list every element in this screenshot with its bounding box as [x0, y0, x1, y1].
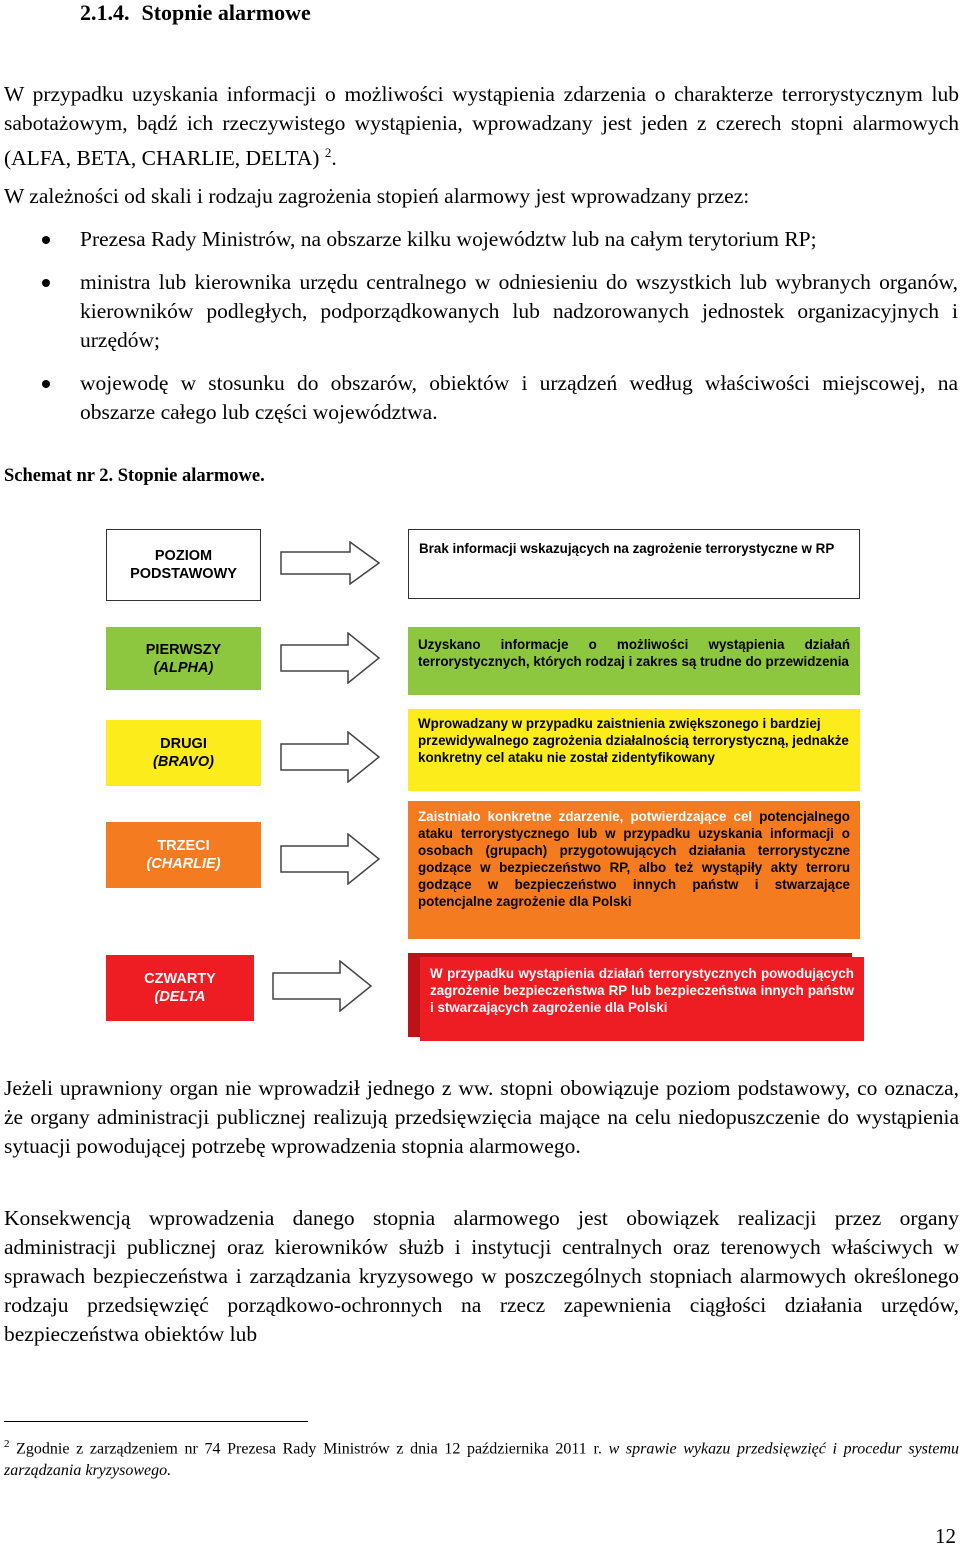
- level-charlie-code: (CHARLIE): [146, 856, 221, 872]
- list-item-text: ministra lub kierownika urzędu centralnego w odniesieniu do wszystkich lub wybranych organów, kierowników podległych, podporządkowanych lub nadzorowanych jednostek organizacyjnych i urzędów;: [80, 270, 958, 352]
- level-charlie-box: [106, 822, 261, 888]
- level-basic-desc: Brak informacji wskazujących na zagrożenie terrorystyczne w RP: [408, 529, 860, 599]
- level-charlie-desc-a: Zaistniało konkretne zdarzenie, potwierdzające cel: [418, 809, 760, 824]
- level-delta-name: CZWARTY: [144, 971, 216, 987]
- level-charlie-desc-b: potencjalnego ataku terrorystycznego lub w przypadku uzyskania informacji o osobach (grupach) przygotowujących działania terrorystyczne godzące w bezpieczeństwo RP, albo też wystąpiły akty terroru godzące w bezpieczeństwo innych państw i stwarzające potencjalne zagrożenie dla Polski: [418, 809, 850, 909]
- footnote-text: Zgodnie z zarządzeniem nr 74 Prezesa Rady Ministrów z dnia 12 października 2011 r.: [9, 1440, 609, 1458]
- list-item: [0, 268, 958, 355]
- level-bravo-code: (BRAVO): [153, 754, 214, 770]
- level-bravo-box: [106, 720, 261, 786]
- level-basic-box: POZIOM PODSTAWOWY: [106, 529, 261, 601]
- level-charlie-name: TRZECI: [157, 838, 210, 854]
- intro-paragraph: [4, 80, 959, 173]
- level-bravo-name: DRUGI: [160, 736, 207, 752]
- list-item-text: wojewodę w stosunku do obszarów, obiektów i urządzeń według właściwości miejscowej, na obszarze całego lub części województwa.: [80, 371, 958, 424]
- footnote-ref: 2: [324, 145, 332, 160]
- intro-text: W przypadku uzyskania informacji o możliwości wystąpienia zdarzenia o charakterze terrorystycznym lub sabotażowym, bądź ich rzeczywistego wystąpienia, wprowadzany jest jeden z czerech stopni alarmowych (ALFA, BETA, CHARLIE, DELTA): [4, 82, 959, 171]
- arrow-right-icon: [280, 632, 380, 684]
- footnote-italic: w sprawie wykazu przedsięwzięć i procedur systemu zarządzania kryzysowego.: [4, 1440, 960, 1480]
- bullet-icon: [42, 380, 50, 388]
- level-delta-code: (DELTA: [154, 989, 206, 1005]
- list-item-text: Prezesa Rady Ministrów, na obszarze kilku województw lub na całym terytorium RP;: [80, 227, 817, 251]
- bullet-icon: [42, 236, 50, 244]
- level-bravo-desc: Wprowadzany w przypadku zaistnienia zwiększonego i bardziej przewidywalnego zagrożenia działalnością terrorystyczną, jednakże konkretny cel ataku nie został zidentyfikowany: [408, 709, 860, 791]
- arrow-right-icon: [272, 960, 372, 1012]
- intro-end: .: [331, 146, 337, 171]
- paragraph-basic-level: Jeżeli uprawniony organ nie wprowadził jednego z ww. stopni obowiązuje poziom podstawowy, co oznacza, że organy administracji publicznej realizują przedsięwzięcia mające na celu niedopuszczenie do wystąpienia sytuacji powodującej potrzebę wprowadzenia stopnia alarmowego.: [4, 1076, 959, 1158]
- section-title: Stopnie alarmowe: [141, 0, 311, 25]
- footnote-number: 2: [4, 1438, 10, 1450]
- list-item: [0, 225, 958, 254]
- level-alpha-name: PIERWSZY: [145, 641, 222, 658]
- paragraph-consequence: Konsekwencją wprowadzenia danego stopnia alarmowego jest obowiązek realizacji przez organy administracji publicznej oraz kierowników służb i instytucji centralnych oraz terenowych właściwych w sprawach bezpieczeństwa i zarządzania kryzysowego w poszczególnych stopniach alarmowych określonego rodzaju przedsięwzięć porządkowo-ochronnych na rzecz zapewnienia ciągłości działania urzędów, bezpieczeństwa obiektów lub: [4, 1206, 959, 1346]
- arrow-right-icon: [280, 833, 380, 885]
- level-alpha-desc: Uzyskano informacje o możliwości wystąpienia działań terrorystycznych, których rodzaj i zakres są trudne do przewidzenia: [408, 627, 860, 695]
- footnote-divider: [4, 1421, 308, 1422]
- figure-caption: Schemat nr 2. Stopnie alarmowe.: [4, 466, 265, 486]
- lead-paragraph: W zależności od skali i rodzaju zagrożenia stopień alarmowy jest wprowadzany przez:: [4, 184, 750, 208]
- authority-list: [0, 225, 960, 441]
- level-charlie-desc: [408, 801, 860, 939]
- level-delta-box: [106, 955, 254, 1021]
- bullet-icon: [42, 279, 50, 287]
- level-alpha-box: [106, 627, 261, 690]
- page-number: 12: [935, 1524, 956, 1548]
- footnote: [4, 1433, 959, 1482]
- section-heading: [80, 0, 311, 26]
- arrow-right-icon: [280, 541, 380, 585]
- list-item: [0, 369, 958, 427]
- section-number: 2.1.4.: [80, 0, 130, 25]
- arrow-right-icon: [280, 731, 380, 783]
- level-delta-desc: W przypadku wystąpienia działań terrorystycznych powodujących zagrożenie bezpieczeństwa RP lub bezpieczeństwa innych państw i stwarzających zagrożenie dla Polski: [420, 957, 864, 1041]
- level-alpha-code: (ALPHA): [153, 659, 214, 676]
